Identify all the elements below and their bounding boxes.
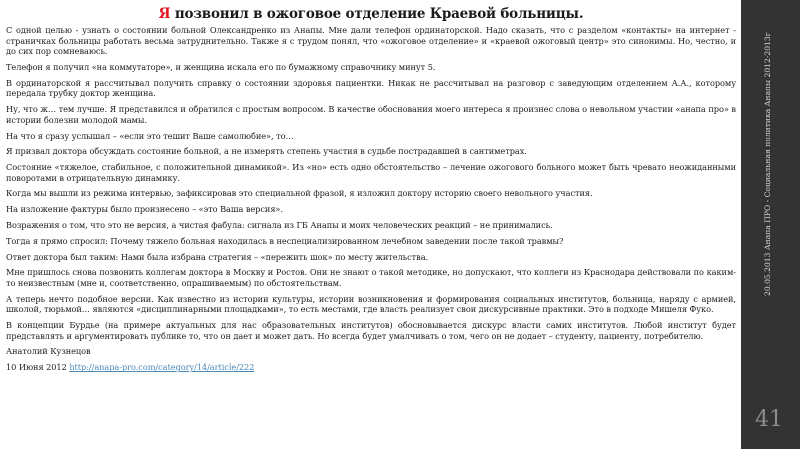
page-number: 41 bbox=[755, 407, 783, 432]
title-text: позвонил в ожоговое отделение Краевой больницы. bbox=[170, 6, 584, 22]
sidebar-footer-text: 20.05.2013 Анапа ПРО - Социальная политика Анапы 2012-2013г bbox=[763, 32, 772, 296]
paragraph: Телефон я получил «на коммутаторе», и женщина искала его по бумажному справочнику минут 5. bbox=[6, 61, 436, 72]
author-name: Анатолий Кузнецов bbox=[6, 346, 91, 357]
paragraph: С одной целью - узнать о состоянии больной Олександренко из Анапы. Мне дали телефон ординаторской. Надо сказать, что с разделом «контакты» на интернет - страничках больницы работать весьма затруднительно. Также я с трудом понял, что «ожоговое отделение» и «краевой ожоговый центр» это синонимы. Но, честно, и до сих пор сомневаюсь. bbox=[6, 25, 736, 57]
footer-line bbox=[6, 362, 736, 373]
paragraph: Ну, что ж… тем лучше. Я представился и обратился с простым вопросом. В качестве обоснования моего интереса я произнес слова о невольном участии «анапа про» в истории болезни молодой мамы. bbox=[6, 104, 736, 125]
paragraph: В концепции Бурдье (на примере актуальных для нас образовательных институтов) обосновывается дискурс власти самих институтов. Любой институт будет представлять и аргументировать публике то, что он дает и может дать. Но всегда будет умалчивать о том, чего он не додает – студенту, пациенту, потребителю. bbox=[6, 320, 736, 341]
paragraph: Мне пришлось снова позвонить коллегам доктора в Москву и Ростов. Они не знают о такой методике, но допускают, что коллеги из Краснодара действовали по каким-то неизвестным (мне и, соответственно, опрашиваемым) по обстоятельствам. bbox=[6, 267, 736, 288]
slide-title bbox=[6, 6, 736, 22]
paragraph: На что я сразу услышал – «если это тешит Ваше самолюбие», то… bbox=[6, 130, 294, 141]
paragraph: Состояние «тяжелое, стабильное, с положительной динамикой». Из «но» есть одно обстоятельство – лечение ожогового больного может быть чревато неожиданными поворотами в отрицательную динамику. bbox=[6, 162, 736, 183]
paragraph: На изложение фактуры было произнесено – «это Ваша версия». bbox=[6, 204, 283, 215]
paragraph: Ответ доктора был таким: Нами была избрана стратегия – «пережить шок» по месту жительства. bbox=[6, 251, 429, 262]
paragraph: Когда мы вышли из режима интервью, зафиксировав это специальной фразой, я изложил доктору историю своего невольного участия. bbox=[6, 188, 593, 199]
paragraph: Возражения о том, что это не версия, а чистая фабула: сигнала из ГБ Анапы и моих человеческих реакций – не принимались. bbox=[6, 220, 553, 230]
paragraph: А теперь нечто подобное версии. Как известно из истории культуры, истории возникновения и формирования социальных институтов, больница, наряду с армией, школой, тюрьмой… являются «дисциплинарными площадками», то есть местами, где власть реализует свои дискурсивные практики. Это в подходе Мишеля Фуко. bbox=[6, 293, 736, 315]
slide-content bbox=[6, 6, 736, 378]
paragraph: В ординаторской я рассчитывал получить справку о состоянии здоровья пациентки. Никак не рассчитывал на разговор с заведующим отделением А.А., которому передала трубку доктор женщина. bbox=[6, 77, 736, 99]
title-accent: Я bbox=[158, 6, 171, 22]
paragraph: Тогда я прямо спросил: Почему тяжело больная находилась в неспециализированном лечебном заведении после такой травмы? bbox=[6, 235, 564, 246]
paragraph: Я призвал доктора обсуждать состояние больной, а не измерять степень участия в судьбе пострадавшей в сантиметрах. bbox=[6, 146, 527, 157]
publish-date: 10 Июня 2012 bbox=[6, 362, 70, 373]
slide-sidebar bbox=[741, 0, 800, 449]
source-link[interactable]: http://anapa-pro.com/category/14/article/222 bbox=[69, 362, 255, 373]
